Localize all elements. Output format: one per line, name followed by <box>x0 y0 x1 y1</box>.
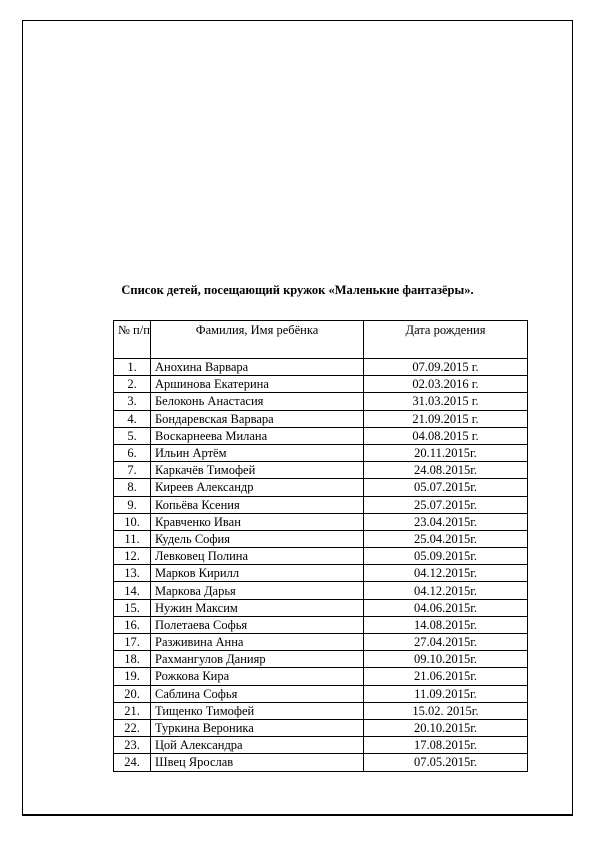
child-name: Тищенко Тимофей <box>151 702 364 719</box>
row-number: 19. <box>114 668 151 685</box>
birth-date: 04.12.2015г. <box>364 582 528 599</box>
birth-date: 25.04.2015г. <box>364 530 528 547</box>
row-number: 7. <box>114 462 151 479</box>
birth-date: 11.09.2015г. <box>364 685 528 702</box>
birth-date: 21.09.2015 г. <box>364 410 528 427</box>
birth-date: 04.08.2015 г. <box>364 427 528 444</box>
child-name: Марков Кирилл <box>151 565 364 582</box>
child-name: Кравченко Иван <box>151 513 364 530</box>
header-number: № п/п <box>114 321 151 359</box>
child-name: Рожкова Кира <box>151 668 364 685</box>
child-name: Аршинова Екатерина <box>151 376 364 393</box>
table-row <box>114 702 528 719</box>
table-row <box>114 565 528 582</box>
table-row <box>114 462 528 479</box>
birth-date: 14.08.2015г. <box>364 616 528 633</box>
table-row <box>114 548 528 565</box>
birth-date: 04.06.2015г. <box>364 599 528 616</box>
table-row <box>114 668 528 685</box>
birth-date: 05.07.2015г. <box>364 479 528 496</box>
birth-date: 09.10.2015г. <box>364 651 528 668</box>
birth-date: 02.03.2016 г. <box>364 376 528 393</box>
table-row <box>114 582 528 599</box>
table-row <box>114 719 528 736</box>
table-row <box>114 393 528 410</box>
table-row <box>114 651 528 668</box>
row-number: 4. <box>114 410 151 427</box>
birth-date: 17.08.2015г. <box>364 737 528 754</box>
row-number: 5. <box>114 427 151 444</box>
child-name: Воскарнеева Милана <box>151 427 364 444</box>
child-name: Саблина Софья <box>151 685 364 702</box>
child-name: Цой Александра <box>151 737 364 754</box>
table-row <box>114 479 528 496</box>
child-name: Каркачёв Тимофей <box>151 462 364 479</box>
child-name: Анохина Варвара <box>151 359 364 376</box>
birth-date: 20.10.2015г. <box>364 719 528 736</box>
child-name: Туркина Вероника <box>151 719 364 736</box>
birth-date: 20.11.2015г. <box>364 444 528 461</box>
row-number: 11. <box>114 530 151 547</box>
table-row <box>114 599 528 616</box>
row-number: 16. <box>114 616 151 633</box>
row-number: 9. <box>114 496 151 513</box>
birth-date: 31.03.2015 г. <box>364 393 528 410</box>
birth-date: 04.12.2015г. <box>364 565 528 582</box>
table-body <box>114 359 528 772</box>
table-row <box>114 410 528 427</box>
table-row <box>114 616 528 633</box>
row-number: 14. <box>114 582 151 599</box>
table-row <box>114 359 528 376</box>
table-row <box>114 496 528 513</box>
row-number: 24. <box>114 754 151 771</box>
row-number: 2. <box>114 376 151 393</box>
row-number: 13. <box>114 565 151 582</box>
birth-date: 07.05.2015г. <box>364 754 528 771</box>
table-row <box>114 376 528 393</box>
table-row <box>114 685 528 702</box>
table-row <box>114 513 528 530</box>
row-number: 15. <box>114 599 151 616</box>
child-name: Маркова Дарья <box>151 582 364 599</box>
table-row <box>114 530 528 547</box>
child-name: Белоконь Анастасия <box>151 393 364 410</box>
birth-date: 05.09.2015г. <box>364 548 528 565</box>
birth-date: 27.04.2015г. <box>364 634 528 651</box>
table-row <box>114 737 528 754</box>
birth-date: 23.04.2015г. <box>364 513 528 530</box>
row-number: 21. <box>114 702 151 719</box>
birth-date: 07.09.2015 г. <box>364 359 528 376</box>
child-name: Полетаева Софья <box>151 616 364 633</box>
row-number: 12. <box>114 548 151 565</box>
birth-date: 24.08.2015г. <box>364 462 528 479</box>
child-name: Нужин Максим <box>151 599 364 616</box>
child-name: Швец Ярослав <box>151 754 364 771</box>
child-name: Рахмангулов Данияр <box>151 651 364 668</box>
row-number: 17. <box>114 634 151 651</box>
row-number: 1. <box>114 359 151 376</box>
table-row <box>114 634 528 651</box>
child-name: Ильин Артём <box>151 444 364 461</box>
children-table <box>113 320 528 772</box>
row-number: 20. <box>114 685 151 702</box>
birth-date: 15.02. 2015г. <box>364 702 528 719</box>
header-child-name: Фамилия, Имя ребёнка <box>151 321 364 359</box>
row-number: 23. <box>114 737 151 754</box>
document-title: Список детей, посещающий кружок «Маленькие фантазёры». <box>121 283 474 297</box>
header-birth-date: Дата рождения <box>364 321 528 359</box>
child-name: Кудель София <box>151 530 364 547</box>
child-name: Бондаревская Варвара <box>151 410 364 427</box>
row-number: 3. <box>114 393 151 410</box>
row-number: 6. <box>114 444 151 461</box>
birth-date: 25.07.2015г. <box>364 496 528 513</box>
row-number: 8. <box>114 479 151 496</box>
birth-date: 21.06.2015г. <box>364 668 528 685</box>
row-number: 10. <box>114 513 151 530</box>
child-name: Разживина Анна <box>151 634 364 651</box>
table-header-row <box>114 321 528 359</box>
child-name: Киреев Александр <box>151 479 364 496</box>
table-row <box>114 427 528 444</box>
table-row <box>114 444 528 461</box>
row-number: 22. <box>114 719 151 736</box>
child-name: Копьёва Ксения <box>151 496 364 513</box>
table-row <box>114 754 528 771</box>
row-number: 18. <box>114 651 151 668</box>
child-name: Левковец Полина <box>151 548 364 565</box>
